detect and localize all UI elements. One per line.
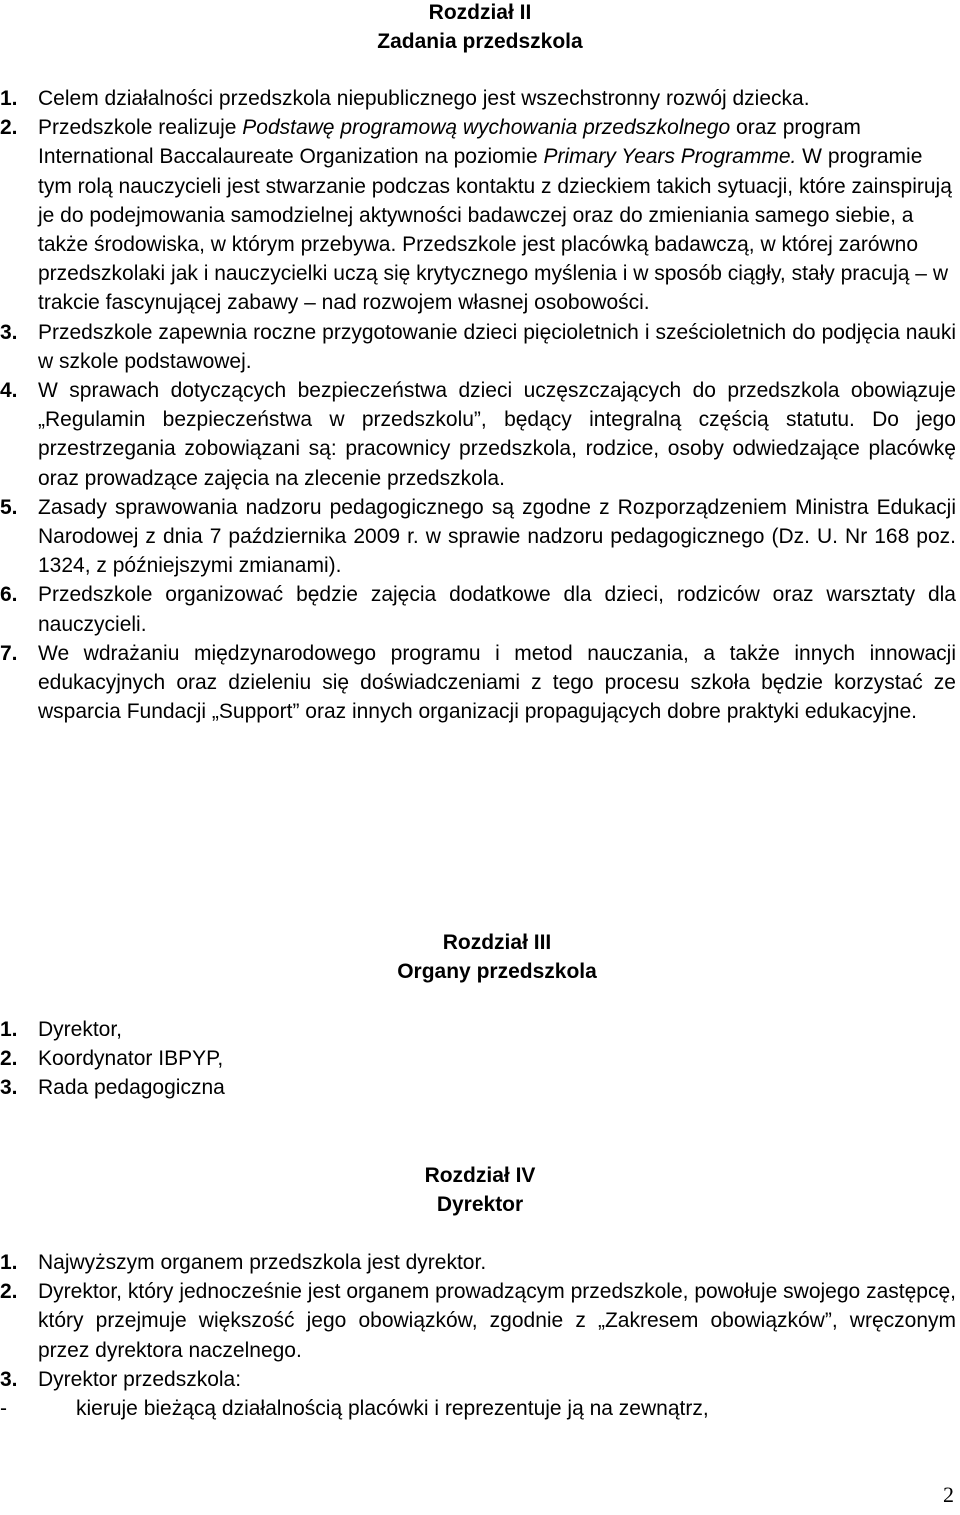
chapter-2-list (0, 84, 960, 726)
list-item (0, 113, 960, 317)
item-number: 3. (0, 320, 18, 344)
list-item (0, 639, 960, 727)
chapter-4-subtitle: Dyrektor (436, 1193, 524, 1216)
item-number: 5. (0, 495, 18, 519)
list-item (0, 1073, 960, 1102)
item-text: We wdrażaniu międzynarodowego programu i metod nauczania, a także innych innowacji edukacyjnych oraz dzieleniu się doświadczeniami z tego procesu szkoła będzie korzystać ze wsparcia Fundacji „Support” oraz innych organizacji propagujących dobre praktyki edukacyjne. (38, 641, 956, 724)
item-text: Koordynator IBPYP, (38, 1047, 224, 1071)
item-number: 2. (0, 1280, 18, 1304)
item-text: Dyrektor, (38, 1018, 123, 1041)
item-text-italic: Podstawę programową wychowania przedszkolnego (242, 116, 731, 140)
list-item (0, 1248, 960, 1277)
list-item (0, 318, 960, 376)
list-item (0, 1277, 960, 1365)
page-number: 2 (943, 1482, 954, 1507)
list-item (0, 1015, 960, 1044)
item-text: W programie tym rolą nauczycieli jest stwarzanie podczas kontaktu z dzieckiem takich sytuacji, które zainspirują je do podejmowania samodzielnej aktywności badawczej oraz do zmieniania samego siebie, a także środowiska, w którym przebywa. Przedszkole jest placówką badawczą, w której zarówno przedszkolaki jak i nauczycielki uczą się krytycznego myślenia i w sposób ciągły, stały pracują – w trakcie fascynującej zabawy – nad rozwojem własnej osobowości. (38, 145, 952, 315)
item-text: Przedszkole realizuje (38, 116, 243, 140)
item-number: 2. (0, 1047, 18, 1071)
list-item (0, 580, 960, 638)
item-number: 1. (0, 87, 18, 110)
item-number: 2. (0, 116, 18, 140)
chapter-3-title: Rozdział III (442, 931, 552, 954)
chapter-4-heading (0, 1161, 960, 1219)
item-text: Najwyższym organem przedszkola jest dyrektor. (38, 1251, 487, 1274)
item-text: Rada pedagogiczna (38, 1076, 225, 1100)
list-item (0, 1044, 960, 1073)
chapter-4-title: Rozdział IV (424, 1164, 536, 1187)
bullet-text: kieruje bieżącą działalnością placówki i reprezentuje ją na zewnątrz, (76, 1397, 709, 1421)
chapter-3-list (0, 1015, 960, 1103)
item-number: 1. (0, 1251, 18, 1274)
chapter-3-subtitle: Organy przedszkola (397, 960, 597, 983)
item-number: 6. (0, 583, 18, 607)
list-item (0, 84, 960, 113)
item-text: Celem działalności przedszkola niepublicznego jest wszechstronny rozwój dziecka. (38, 87, 810, 110)
item-text: Zasady sprawowania nadzoru pedagogicznego są zgodne z Rozporządzeniem Ministra Edukacji Narodowej z dnia 7 października 2009 r. w sprawie nadzoru pedagogicznego (Dz. U. Nr 168 poz. 1324, z późniejszymi zmianami). (38, 495, 956, 578)
chapter-2-subtitle: Zadania przedszkola (377, 30, 583, 53)
chapter-4-list (0, 1248, 960, 1423)
item-number: 7. (0, 641, 18, 665)
list-item (0, 1365, 960, 1394)
dash-bullet: - (0, 1397, 7, 1421)
item-text: Przedszkole organizować będzie zajęcia dodatkowe dla dzieci, rodziców oraz warsztaty dla nauczycieli. (38, 583, 956, 636)
bullet-item (0, 1394, 960, 1423)
item-text: Dyrektor, który jednocześnie jest organem prowadzącym przedszkole, powołuje swojego zastępcę, który przejmuje większość jego obowiązków, zgodnie z „Zakresem obowiązków”, wręczonym przez dyrektora naczelnego. (38, 1280, 956, 1362)
item-number: 3. (0, 1076, 18, 1100)
item-text: W sprawach dotyczących bezpieczeństwa dzieci uczęszczających do przedszkola obowiązuje „Regulamin bezpieczeństwa w przedszkolu”, będący integralną częścią statutu. Do jego przestrzegania zobowiązani są: pracownicy przedszkola, rodzice, osoby odwiedzające placówkę oraz prowadzące zajęcia na zlecenie przedszkola. (38, 379, 956, 490)
item-text: oraz program International Baccalaureate Organization na poziomie (38, 116, 861, 169)
item-text: Przedszkole zapewnia roczne przygotowanie dzieci pięcioletnich i sześcioletnich do podjęcia nauki w szkole podstawowej. (38, 320, 956, 373)
item-number: 1. (0, 1018, 18, 1041)
chapter-3-heading (17, 928, 960, 986)
list-item (0, 493, 960, 581)
item-number: 4. (0, 379, 18, 403)
list-item (0, 376, 960, 493)
item-text: Dyrektor przedszkola: (38, 1367, 242, 1391)
item-number: 3. (0, 1367, 18, 1391)
item-text-italic: Primary Years Programme. (543, 145, 797, 169)
chapter-2-title: Rozdział II (428, 1, 532, 24)
chapter-2-heading (0, 0, 960, 56)
